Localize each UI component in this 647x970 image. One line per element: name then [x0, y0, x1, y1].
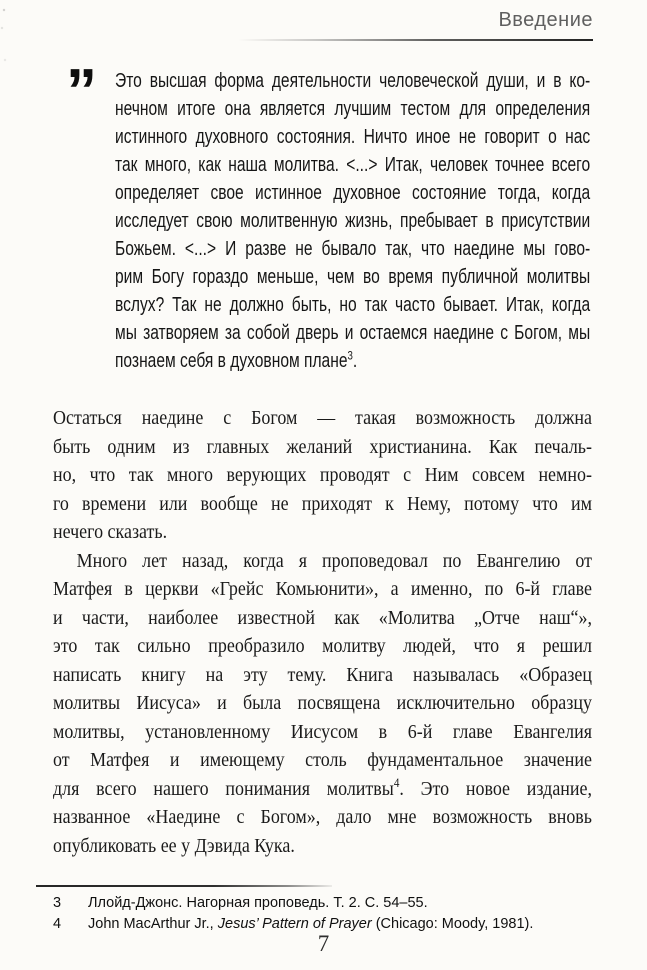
footnote-text: Ллойд-Джонс. Нагорная проповедь. Т. 2. С. 54–55. — [88, 895, 428, 911]
quote-line: так много, как наша молитва. <...> Итак, человек точнее всего — [115, 154, 591, 176]
body-line: но, что так много верующих проводят с Ним совсем немно- — [53, 464, 592, 486]
body-text — [53, 404, 592, 860]
quote-line: нечном итоге она является лучшим тестом для определения — [115, 98, 591, 120]
body-line-text: для всего нашего понимания молитвы — [53, 777, 394, 800]
quote-line-text: . — [352, 350, 358, 372]
body-line: го времени или вообще не приходят к Нему, потому что им — [53, 492, 592, 515]
quote-line: мы затворяем за собой дверь и остаемся наедине с Богом, мы — [115, 322, 591, 344]
footnote-item — [53, 893, 613, 914]
quote-line: истинного духовного состояния. Ничто иное не говорит о нас — [115, 126, 591, 148]
quote-mark-icon: ” — [66, 57, 97, 126]
footnote-title-italic: Jesus’ Pattern of Prayer — [217, 915, 372, 932]
header-rule — [238, 39, 593, 41]
quote-line-text: познаем себя в духовном плане — [115, 350, 348, 372]
footnote-reference-4: 4 — [393, 775, 400, 790]
paragraph — [53, 547, 592, 861]
body-line: от Матфея и имеющему столь фундаментальное значение — [53, 749, 592, 771]
body-line: это так сильно преобразило молитву людей, что я решил — [53, 635, 592, 657]
body-line: опубликовать ее у Дэвида Кука. — [53, 834, 295, 857]
body-line: написать книгу на эту тему. Книга называлась «Образец — [53, 663, 592, 686]
body-line: Матфея в церкви «Грейс Комьюнити», а именно, по 6-й главе — [53, 578, 592, 600]
quote-line: Это высшая форма деятельности человеческой души, и в ко- — [115, 70, 591, 92]
body-line: быть одним из главных желаний христианина. Как печаль- — [53, 435, 592, 458]
quote-line: рим Богу гораздо меньше, чем во время публичной молитвы — [115, 266, 591, 288]
footnote-text-suffix: (Chicago: Moody, 1981). — [371, 915, 534, 932]
body-line: нечего сказать. — [53, 521, 168, 543]
page-number: 7 — [317, 931, 330, 956]
running-header-title: Введение — [498, 9, 593, 31]
quote-line: исследует свою молитвенную жизнь, пребывает в присутствии — [115, 210, 591, 232]
footnote-reference-3: 3 — [347, 348, 353, 363]
body-line-text: . Это новое издание, — [399, 777, 592, 800]
body-line — [53, 775, 592, 804]
body-line: Много лет назад, когда я проповедовал по Евангелию от — [76, 549, 592, 572]
footnotes — [53, 893, 613, 934]
scan-artifact — [0, 0, 12, 120]
body-line: и части, наиболее известной как «Молитва „Отче наш“», — [53, 606, 592, 629]
quote-line: Божьем. <...> И разве не бывало так, что наедине мы гово- — [115, 238, 591, 260]
quote-line — [115, 347, 590, 375]
footnote-rule — [36, 885, 332, 887]
footnote-text-prefix: John MacArthur Jr., — [88, 915, 218, 932]
footnote-number: 4 — [53, 915, 62, 932]
body-line: Остаться наедине с Богом — такая возможность должна — [53, 407, 592, 429]
paragraph — [53, 404, 592, 547]
quote-line: определяет свое истинное духовное состояние тогда, когда — [115, 182, 591, 204]
quote-line: вслух? Так не должно быть, но так часто бывает. Итак, когда — [115, 294, 591, 316]
body-line: названное «Наедине с Богом», дало мне возможность вновь — [53, 806, 592, 828]
body-line: молитвы, установленному Иисусом в 6-й главе Евангелия — [53, 720, 592, 743]
quote-block — [115, 67, 590, 375]
body-line: молитвы Иисуса» и была посвящена исключительно образцу — [53, 692, 592, 714]
footnote-number: 3 — [53, 895, 62, 911]
